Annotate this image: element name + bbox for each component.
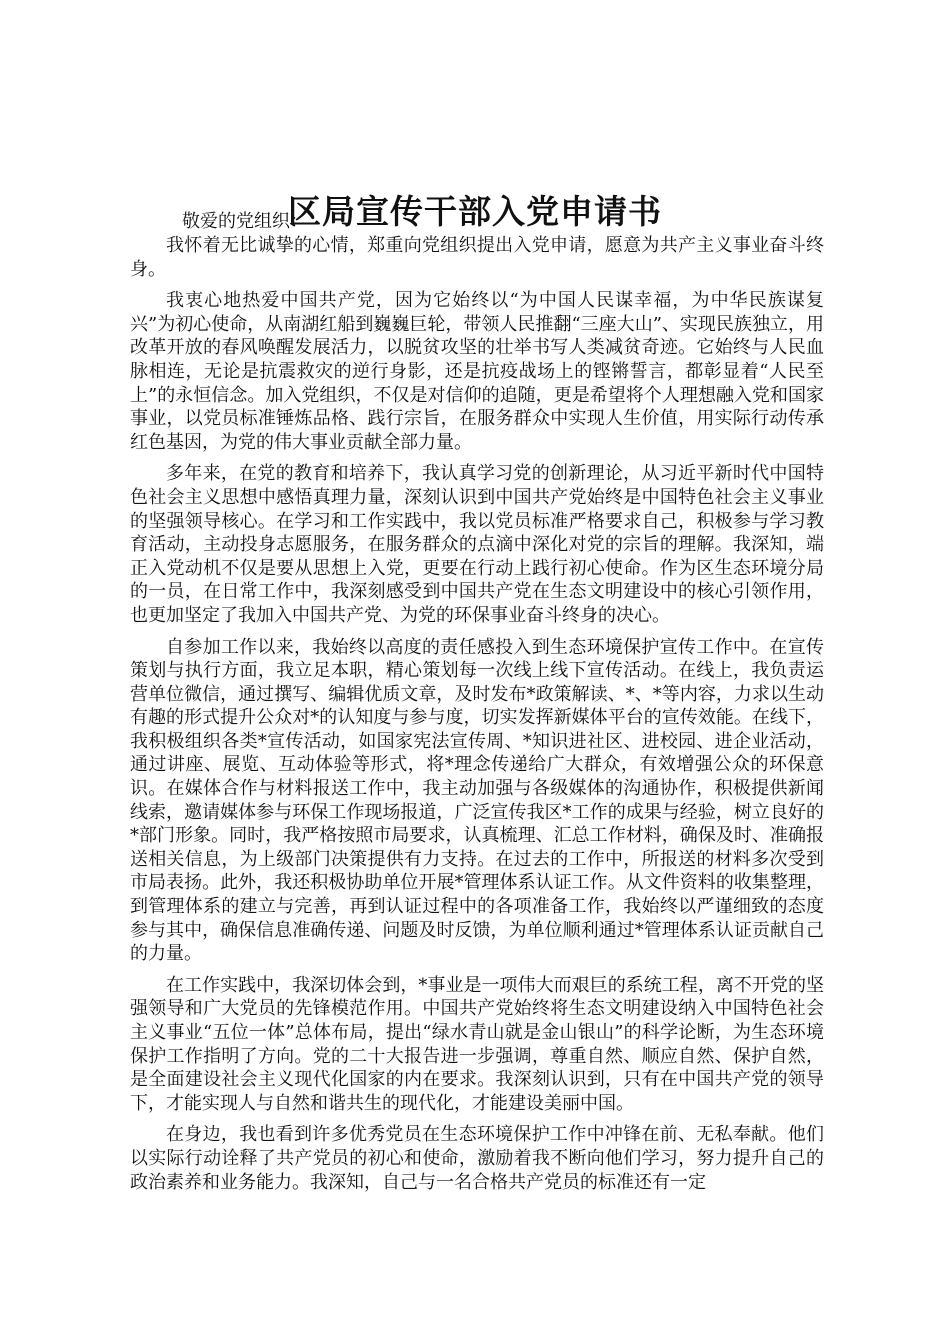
paragraph: 自参加工作以来，我始终以高度的责任感投入到生态环境保护宣传工作中。在宣传策划与执行方面，我立足本职，精心策划每一次线上线下宣传活动。在线上，我负责运营单位微信，通过撰写、编辑优质文章，及时发布*政策解读、*、*等内容，力求以生动有趣的形式提升公众对*的认知度与参与度，切实发挥新媒体平台的宣传效能。在线下，我积极组织各类*宣传活动，如国家宪法宣传周、*知识进社区、进校园、进企业活动，通过讲座、展览、互动体验等形式，将*理念传递给广大群众，有效增强公众的环保意识。在媒体合作与材料报送工作中，我主动加强与各级媒体的沟通协作，积极提供新闻线索，邀请媒体参与环保工作现场报道，广泛宣传我区*工作的成果与经验，树立良好的*部门形象。同时，我严格按照市局要求，认真梳理、汇总工作材料，确保及时、准确报送相关信息，为上级部门决策提供有力支持。在过去的工作中，所报送的材料多次受到市局表扬。此外，我还积极协助单位开展*管理体系认证工作。从文件资料的收集整理，到管理体系的建立与完善，再到认证过程中的各项准备工作，我始终以严谨细致的态度参与其中，确保信息准确传递、问题及时反馈，为单位顺利通过*管理体系认证贡献自己的力量。	[130, 636, 824, 965]
paragraph: 在工作实践中，我深切体会到，*事业是一项伟大而艰巨的系统工程，离不开党的坚强领导和广大党员的先锋模范作用。中国共产党始终将生态文明建设纳入中国特色社会主义事业“五位一体”总体布局，提出“绿水青山就是金山银山”的科学论断，为生态环境保护工作指明了方向。党的二十大报告进一步强调，尊重自然、顺应自然、保护自然，是全面建设社会主义现代化国家的内在要求。我深刻认识到，只有在中国共产党的领导下，才能实现人与自然和谐共生的现代化，才能建设美丽中国。	[130, 974, 824, 1114]
paragraph: 我衷心地热爱中国共产党，因为它始终以“为中国人民谋幸福，为中华民族谋复兴”为初心使命，从南湖红船到巍巍巨轮，带领人民推翻“三座大山”、实现民族独立，用改革开放的春风唤醒发展活力，以脱贫攻坚的壮举书写人类减贫奇迹。它始终与人民血脉相连，无论是抗震救灾的逆行身影，还是抗疫战场上的铿锵誓言，都彰显着“人民至上”的永恒信念。加入党组织，不仅是对信仰的追随，更是希望将个人理想融入党和国家事业，以党员标准锤炼品格、践行宗旨，在服务群众中实现人生价值，用实际行动传承红色基因，为党的伟大事业贡献全部力量。	[130, 290, 824, 453]
document-body	[130, 210, 824, 1202]
paragraph: 我怀着无比诚挚的心情，郑重向党组织提出入党申请，愿意为共产主义事业奋斗终身。	[130, 235, 824, 280]
paragraph: 多年来，在党的教育和培养下，我认真学习党的创新理论，从习近平新时代中国特色社会主义思想中感悟真理力量，深刻认识到中国共产党始终是中国特色社会主义事业的坚强领导核心。在学习和工作实践中，我以党员标准严格要求自己，积极参与学习教育活动，主动投身志愿服务，在服务群众的点滴中深化对党的宗旨的理解。我深知，端正入党动机不仅是要从思想上入党，更要在行动上践行初心使命。作为区生态环境分局的一员，在日常工作中，我深刻感受到中国共产党在生态文明建设中的核心引领作用，也更加坚定了我加入中国共产党、为党的环保事业奋斗终身的决心。	[130, 463, 824, 626]
paragraph: 在身边，我也看到许多优秀党员在生态环境保护工作中冲锋在前、无私奉献。他们以实际行动诠释了共产党员的初心和使命，激励着我不断向他们学习，努力提升自己的政治素养和业务能力。我深知，自己与一名合格共产党员的标准还有一定	[130, 1124, 824, 1193]
salutation: 敬爱的党组织：	[182, 211, 308, 232]
document-title: 区局宣传干部入党申请书	[288, 192, 662, 232]
